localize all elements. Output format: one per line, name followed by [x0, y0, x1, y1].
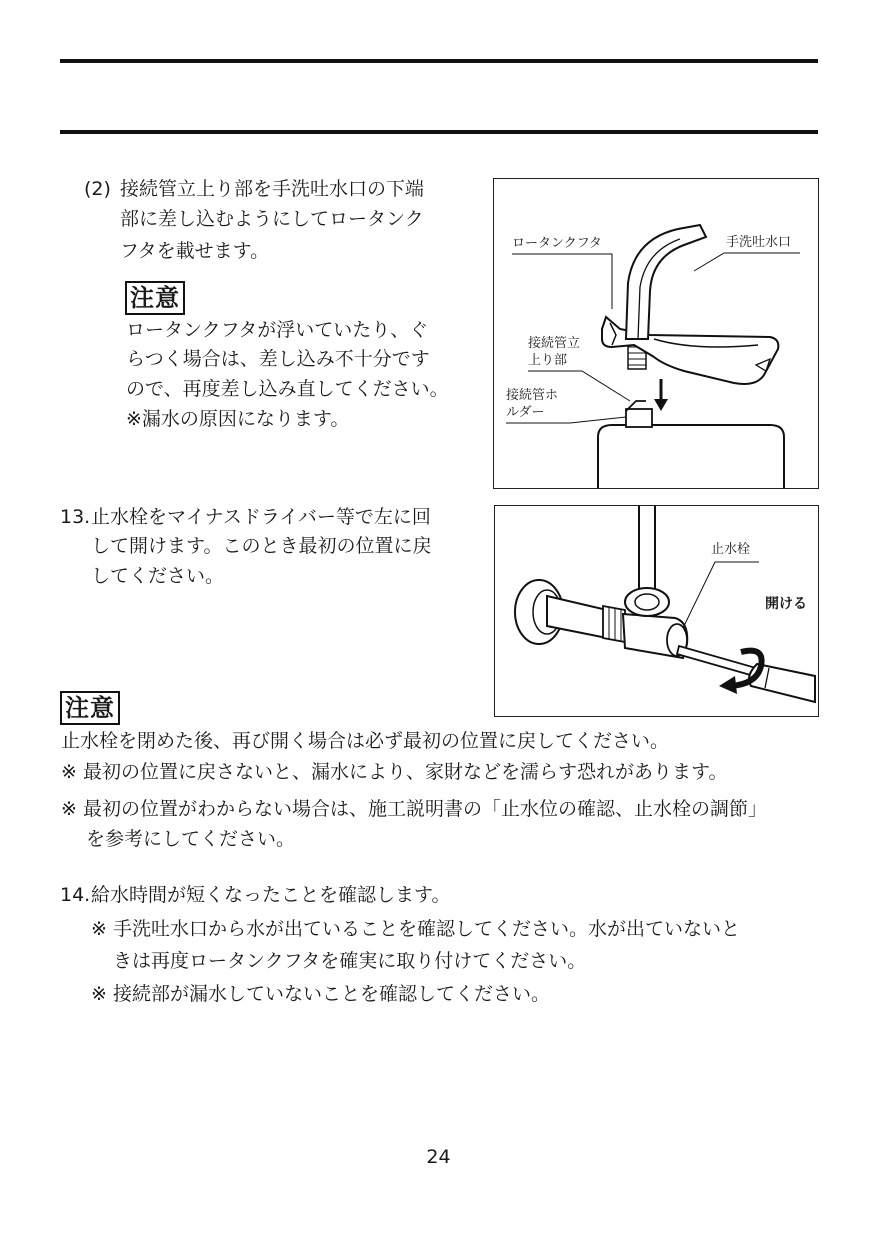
label-riser-line-1: 接続管立: [528, 336, 581, 351]
label-tank-lid: ロータンクフタ: [512, 236, 602, 251]
figure-tank-lid-install: [493, 178, 819, 489]
step2-number: (2): [84, 178, 111, 200]
step14-note-1-line-2: きは再度ロータンクフタを確実に取り付けてください。: [113, 950, 587, 972]
caution2-line-1: 止水栓を閉めた後、再び開く場合は必ず最初の位置に戻してください。: [61, 730, 670, 752]
label-riser-line-2: 上り部: [528, 353, 568, 368]
caution1-line-3: ので、再度差し込み直してください。: [126, 378, 449, 400]
step2-line-3: フタを載せます。: [120, 240, 270, 262]
label-holder-line-1: 接続管ホ: [506, 388, 559, 403]
caution2-note-2-line-1: ※ 最初の位置がわからない場合は、施工説明書の「止水位の確認、止水栓の調節」: [61, 798, 767, 820]
figure-stop-valve: [494, 505, 819, 717]
caution2-note-1: ※ 最初の位置に戻さないと、漏水により、家財などを濡らす恐れがあります。: [61, 761, 728, 783]
page-number: 24: [426, 1146, 451, 1168]
label-open: 開ける: [765, 596, 807, 612]
label-holder-line-2: ルダー: [506, 405, 545, 420]
step14-note-2: ※ 接続部が漏水していないことを確認してください。: [91, 983, 550, 1005]
step2-line-1: 接続管立上り部を手洗吐水口の下端: [120, 178, 425, 200]
step14-number: 14.: [60, 884, 91, 906]
step13-line-3: してください。: [91, 565, 225, 587]
step13-number: 13.: [60, 506, 91, 528]
caution2-note-2-line-2: を参考にしてください。: [86, 828, 296, 850]
header-rule-bottom: [60, 130, 818, 134]
label-stop-valve: 止水栓: [711, 542, 751, 557]
tank-lid-illustration: [494, 179, 818, 488]
caution-badge-2: 注意: [60, 691, 120, 725]
caution1-line-4: ※漏水の原因になります。: [126, 408, 350, 430]
caution1-line-1: ロータンクフタが浮いていたり、ぐ: [126, 319, 429, 341]
header-rule-top: [60, 59, 818, 63]
label-spout: 手洗吐水口: [726, 235, 792, 250]
step14-note-1-line-1: ※ 手洗吐水口から水が出ていることを確認してください。水が出ていないと: [91, 918, 740, 940]
caution1-line-2: らつく場合は、差し込み不十分です: [126, 348, 430, 370]
step2-line-2: 部に差し込むようにしてロータンク: [120, 208, 424, 230]
step13-line-1: 止水栓をマイナスドライバー等で左に回: [91, 506, 431, 528]
step14-title: 給水時間が短くなったことを確認します。: [91, 884, 451, 906]
step13-line-2: して開けます。このとき最初の位置に戻: [91, 535, 432, 557]
caution-badge-1: 注意: [125, 281, 185, 315]
